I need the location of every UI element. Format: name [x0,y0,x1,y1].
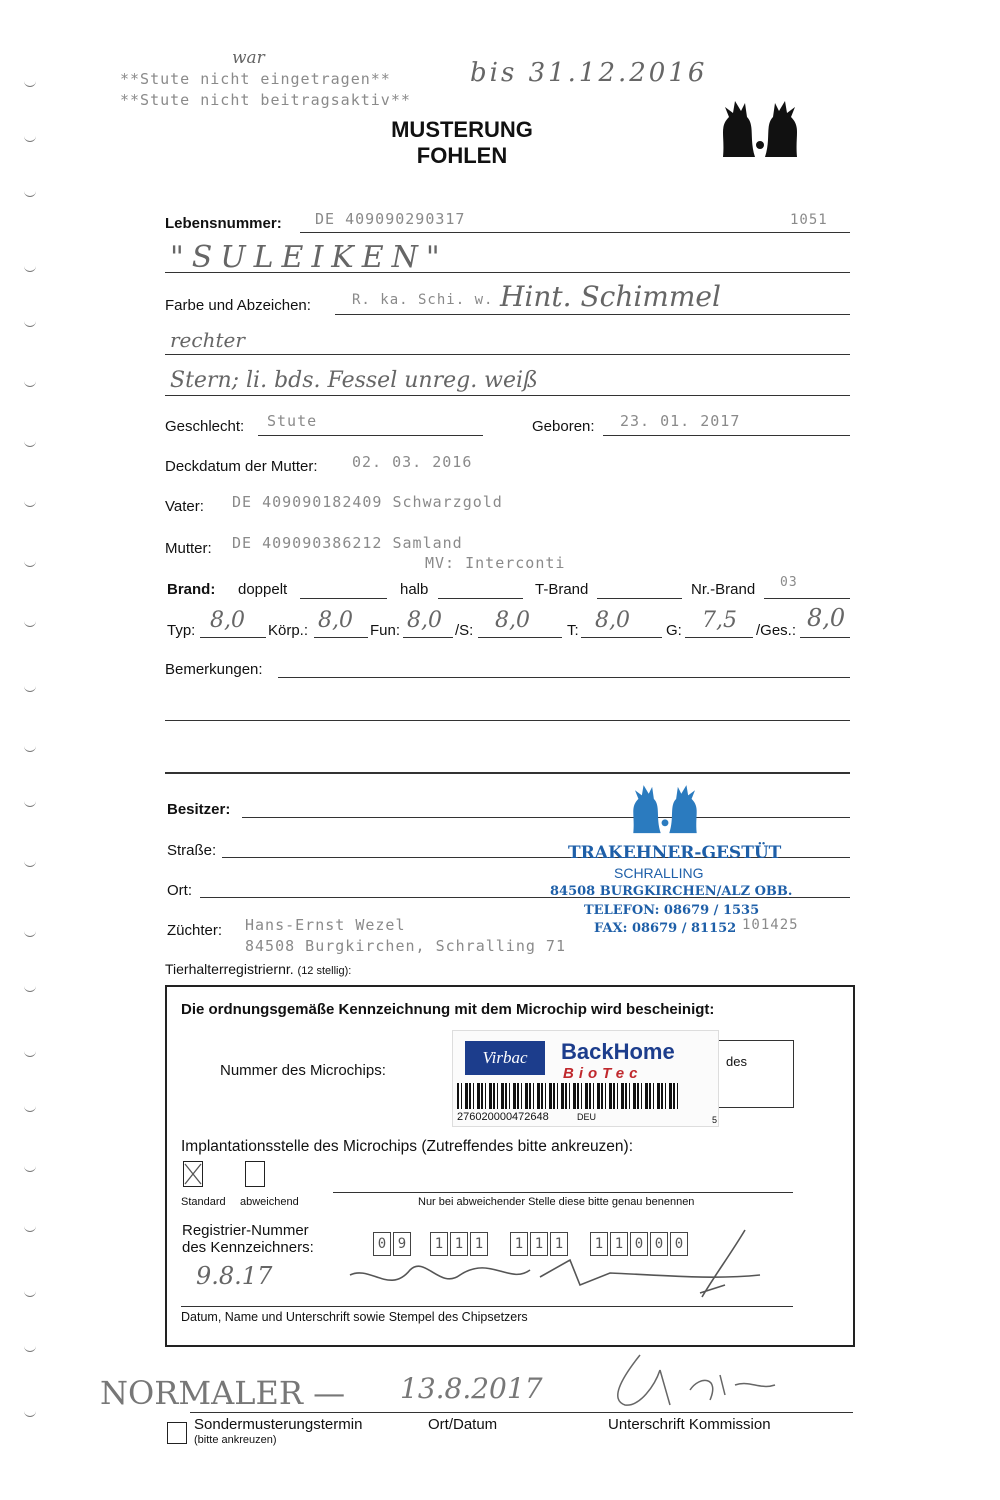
geschlecht-value: Stute [267,412,318,430]
underline [300,598,387,599]
handwritten-footer-date: 13.8.2017 [400,1372,543,1405]
notice-not-contributing: **Stute nicht beitragsaktiv** [120,91,411,109]
unterschrift-kommission-label: Unterschrift Kommission [608,1416,771,1433]
reg-digit: 1 [450,1232,468,1256]
implant-label: Implantationsstelle des Microchips (Zutreffendes bitte ankreuzen): [181,1138,634,1155]
vater-label: Vater: [165,498,204,515]
farbe-handwritten-2: rechter [170,328,245,352]
notice-not-registered: **Stute nicht eingetragen** [120,70,391,88]
stamp-logo-icon [625,780,705,840]
strasse-label: Straße: [167,842,217,859]
signature-caption: Datum, Name und Unterschrift sowie Stempel des Chipsetzers [181,1310,528,1324]
brand-nrbrand-value: 03 [780,575,798,590]
stamp-line-3: 84508 BURGKIRCHEN/ALZ OBB. [550,884,793,899]
microchip-heading: Die ordnungsgemäße Kennzeichnung mit dem Microchip wird bescheinigt: [181,1001,715,1018]
section-divider [165,772,850,774]
vater-value: DE 409090182409 Schwarzgold [232,493,503,511]
stamp-line-4: TELEFON: 08679 / 1535 [584,903,760,918]
s-score: 8,0 [495,608,530,633]
ort-datum-label: Ort/Datum [428,1416,498,1433]
abweichend-label: abweichend [240,1196,299,1208]
handwritten-normal: NORMALER — [100,1374,346,1412]
underline [764,598,850,599]
typ-label: Typ: [167,622,196,639]
commission-signature [600,1345,780,1415]
t-score: 8,0 [595,608,630,633]
ges-label: /Ges.: [756,622,797,639]
s-label: /S: [455,622,474,639]
underline [685,637,753,638]
underline [165,720,850,721]
stamp-line-1: TRAKEHNER-GESTÜT [568,843,782,863]
underline [438,598,523,599]
reg-digit: 1 [510,1232,528,1256]
trakehner-logo-icon [715,95,805,165]
deckdatum-value: 02. 03. 2016 [352,453,473,471]
sondermusterung-hint: (bitte ankreuzen) [194,1434,277,1446]
chip-date-handwritten: 9.8.17 [196,1262,273,1290]
lebensnummer-code: 1051 [790,212,828,228]
zuechter-label: Züchter: [167,922,223,939]
underline [200,637,266,638]
underline [278,677,850,678]
reg-digit: 1 [530,1232,548,1256]
reg-digit: 1 [610,1232,628,1256]
reg-label-2: des Kennzeichners: [182,1239,314,1256]
reg-digit: 0 [670,1232,688,1256]
barcode [457,1083,679,1109]
geboren-value: 23. 01. 2017 [620,412,741,430]
mv-value: MV: Interconti [425,554,566,572]
t-label: T: [567,622,579,639]
underline [603,435,850,436]
reg-digit: 1 [470,1232,488,1256]
zuechter-address: 84508 Burgkirchen, Schralling 71 [245,937,566,955]
reg-digit: 1 [550,1232,568,1256]
koerp-label: Körp.: [268,622,309,639]
underline [165,272,850,273]
underline [335,314,850,315]
farbe-handwritten: Hint. Schimmel [500,280,721,313]
underline [314,637,368,638]
brand-halb: halb [400,581,429,598]
typ-score: 8,0 [210,608,245,633]
behind-sticker-text: des [726,1054,747,1069]
virbac-logo: Virbac [465,1041,545,1075]
mutter-label: Mutter: [165,540,212,557]
reg-label-1: Registrier-Nummer [182,1222,309,1239]
bemerkungen-label: Bemerkungen: [165,661,263,678]
underline [190,1412,853,1413]
underline [333,1192,793,1193]
zuechter-code: 101425 [742,917,799,933]
brand-doppelt: doppelt [238,581,288,598]
underline [258,435,483,436]
reg-digit: 1 [590,1232,608,1256]
sticker-side-number: 5 [712,1115,718,1125]
horse-name-handwritten: "SULEIKEN" [170,240,448,275]
farbe-value: R. ka. Schi. w. [352,292,494,308]
stamp-line-5: FAX: 08679 / 81152 [594,921,737,936]
standard-label: Standard [181,1196,226,1208]
ges-score: 8,0 [807,604,846,632]
reg-digit: 0 [373,1232,391,1256]
geschlecht-label: Geschlecht: [165,418,245,435]
handwritten-note-date: bis 31.12.2016 [470,58,708,88]
page-title: MUSTERUNG FOHLEN [391,117,533,168]
microchip-number-label: Nummer des Microchips: [220,1062,386,1079]
microchip-sticker [452,1030,719,1127]
lebensnummer-value: DE 409090290317 [315,210,466,228]
brand-tbrand: T-Brand [535,581,589,598]
fun-score: 8,0 [407,608,442,633]
lebensnummer-label: Lebensnummer: [165,215,282,232]
farbe-handwritten-3: Stern; li. bds. Fessel unreg. weiß [170,368,538,393]
abweichend-checkbox[interactable] [245,1161,265,1187]
underline [478,637,562,638]
underline [300,232,850,233]
sondermusterung-label: Sondermusterungstermin [194,1416,363,1433]
biotec-logo: BioTec [563,1065,643,1082]
handwritten-note-war: war [232,48,265,68]
reg-digit: 1 [430,1232,448,1256]
ort-label: Ort: [167,882,192,899]
besitzer-label: Besitzer: [167,801,231,818]
g-label: G: [666,622,682,639]
sondermusterung-checkbox[interactable] [167,1422,187,1444]
stamp-line-2: SCHRALLING [614,865,704,881]
underline [165,395,850,396]
g-score: 7,5 [702,608,737,633]
chipsetter-signature [330,1225,780,1305]
reg-digit: 0 [650,1232,668,1256]
brand-nrbrand: Nr.-Brand [691,581,756,598]
zuechter-name: Hans-Ernst Wezel [245,916,406,934]
tierhalter-label: Tierhalterregistriernr. (12 stellig): [165,961,352,977]
backhome-logo: BackHome [561,1039,675,1064]
microchip-number: 276020000472648 [457,1111,549,1123]
mutter-value: DE 409090386212 Samland [232,534,463,552]
reg-digit: 0 [630,1232,648,1256]
underline [403,637,453,638]
deckdatum-label: Deckdatum der Mutter: [165,458,318,475]
underline [581,637,662,638]
geboren-label: Geboren: [532,418,595,435]
underline [165,354,850,355]
reg-digit: 9 [393,1232,411,1256]
underline [800,637,850,638]
underline [181,1306,793,1307]
underline [597,598,682,599]
standard-checkbox[interactable] [183,1161,203,1187]
abweichend-hint: Nur bei abweichender Stelle diese bitte genau benennen [418,1196,695,1208]
brand-label: Brand: [167,581,216,598]
fun-label: Fun: [370,622,401,639]
microchip-country: DEU [577,1112,597,1122]
underline [242,817,850,818]
koerp-score: 8,0 [318,608,353,633]
farbe-label: Farbe und Abzeichen: [165,297,311,314]
